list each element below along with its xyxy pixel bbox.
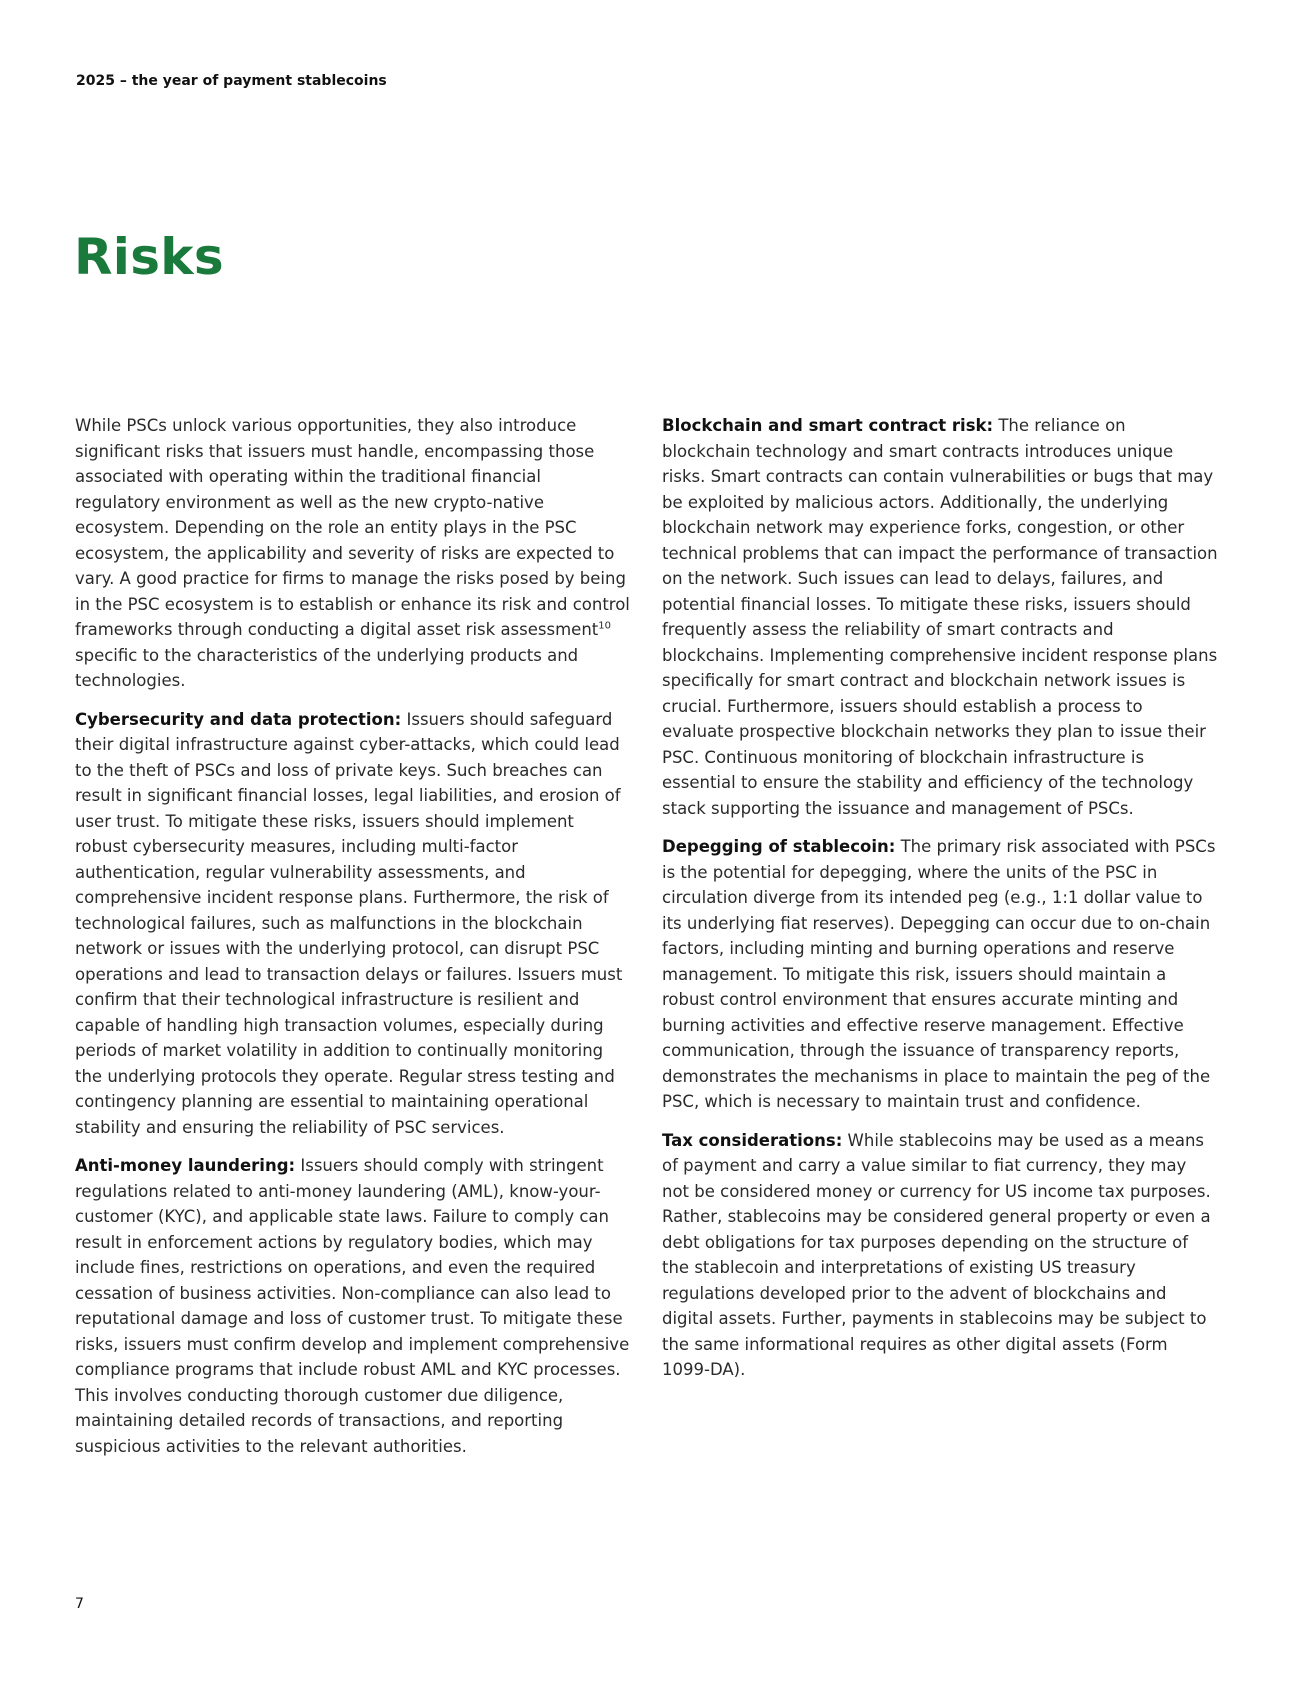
aml-body: Issuers should comply with stringent regulations related to anti-money laundering (AML), know-your-customer (KYC), and applicable state laws. Failure to comply can result in enforcement actions by regulatory bodies, which may include fines, restrictions on operations, and even the required cessation of business activities. Non-compliance can also lead to reputational damage and loss of customer trust. To mitigate these risks, issuers must confirm develop and implement comprehensive compliance programs that include robust AML and KYC processes. This involves conducting thorough customer due diligence, maintaining detailed records of transactions, and reporting suspicious activities to the relevant authorities. bbox=[75, 1156, 630, 1456]
left-column bbox=[75, 413, 631, 1472]
tax-body: While stablecoins may be used as a means of payment and carry a value similar to fiat currency, they may not be considered money or currency for US income tax purposes. Rather, stablecoins may be considered general property or even a debt obligations for tax purposes depending on the structure of the stablecoin and interpretations of existing US treasury regulations developed prior to the advent of blockchains and digital assets. Further, payments in stablecoins may be subject to the same informational requires as other digital assets (Form 1099-DA). bbox=[662, 1130, 1211, 1379]
running-header: 2025 – the year of payment stablecoins bbox=[76, 73, 387, 89]
cybersecurity-paragraph bbox=[75, 707, 631, 1141]
tax-heading: Tax considerations: bbox=[662, 1130, 843, 1150]
right-column bbox=[662, 413, 1218, 1396]
depegging-heading: Depegging of stablecoin: bbox=[662, 837, 896, 856]
footnote-reference[interactable]: 10 bbox=[598, 620, 611, 632]
blockchain-heading: Blockchain and smart contract risk: bbox=[662, 416, 994, 435]
tax-paragraph bbox=[662, 1128, 1218, 1383]
depegging-paragraph bbox=[662, 834, 1218, 1115]
intro-text: While PSCs unlock various opportunities, they also introduce significant risks that issuers must handle, encompassing those associated with operating within the traditional financial regulatory environment as well as the new crypto-native ecosystem. Depending on the role an entity plays in the PSC ecosystem, the applicability and severity of risks are expected to vary. A good practice for firms to manage the risks posed by being in the PSC ecosystem is to establish or enhance its risk and control frameworks through conducting a digital asset risk assessment bbox=[75, 416, 630, 639]
page-number: 7 bbox=[75, 1596, 84, 1612]
intro-paragraph bbox=[75, 413, 631, 694]
blockchain-body: The reliance on blockchain technology and smart contracts introduces unique risks. Smart contracts can contain vulnerabilities or bugs that may be exploited by malicious actors. Additionally, the underlying blockchain network may experience forks, congestion, or other technical problems that can impact the performance of transaction on the network. Such issues can lead to delays, failures, and potential financial losses. To mitigate these risks, issuers should frequently assess the reliability of smart contracts and blockchains. Implementing comprehensive incident response plans specifically for smart contract and blockchain network issues is crucial. Furthermore, issuers should establish a process to evaluate prospective blockchain networks they plan to issue their PSC. Continuous monitoring of blockchain infrastructure is essential to ensure the stability and efficiency of the technology stack supporting the issuance and management of PSCs. bbox=[662, 416, 1218, 818]
depegging-body: The primary risk associated with PSCs is the potential for depegging, where the units of the PSC in circulation diverge from its intended peg (e.g., 1:1 dollar value to its underlying fiat reserves). Depegging can occur due to on-chain factors, including minting and burning operations and reserve management. To mitigate this risk, issuers should maintain a robust control environment that ensures accurate minting and burning activities and effective reserve management. Effective communication, through the issuance of transparency reports, demonstrates the mechanisms in place to maintain the peg of the PSC, which is necessary to maintain trust and confidence. bbox=[662, 837, 1216, 1111]
aml-paragraph bbox=[75, 1153, 631, 1459]
aml-heading: Anti-money laundering: bbox=[75, 1156, 296, 1175]
page-title: Risks bbox=[74, 228, 224, 286]
cybersecurity-body: Issuers should safeguard their digital infrastructure against cyber-attacks, which could lead to the theft of PSCs and loss of private keys. Such breaches can result in significant financial losses, legal liabilities, and erosion of user trust. To mitigate these risks, issuers should implement robust cybersecurity measures, including multi-factor authentication, regular vulnerability assessments, and comprehensive incident response plans. Furthermore, the risk of technological failures, such as malfunctions in the blockchain network or issues with the underlying protocol, can disrupt PSC operations and lead to transaction delays or failures. Issuers must confirm that their technological infrastructure is resilient and capable of handling high transaction volumes, especially during periods of market volatility in addition to continually monitoring the underlying protocols they operate. Regular stress testing and contingency planning are essential to maintaining operational stability and ensuring the reliability of PSC services. bbox=[75, 709, 623, 1137]
intro-text-continued: specific to the characteristics of the underlying products and technologies. bbox=[75, 645, 579, 690]
cybersecurity-heading: Cybersecurity and data protection: bbox=[75, 709, 402, 729]
blockchain-paragraph bbox=[662, 413, 1218, 821]
